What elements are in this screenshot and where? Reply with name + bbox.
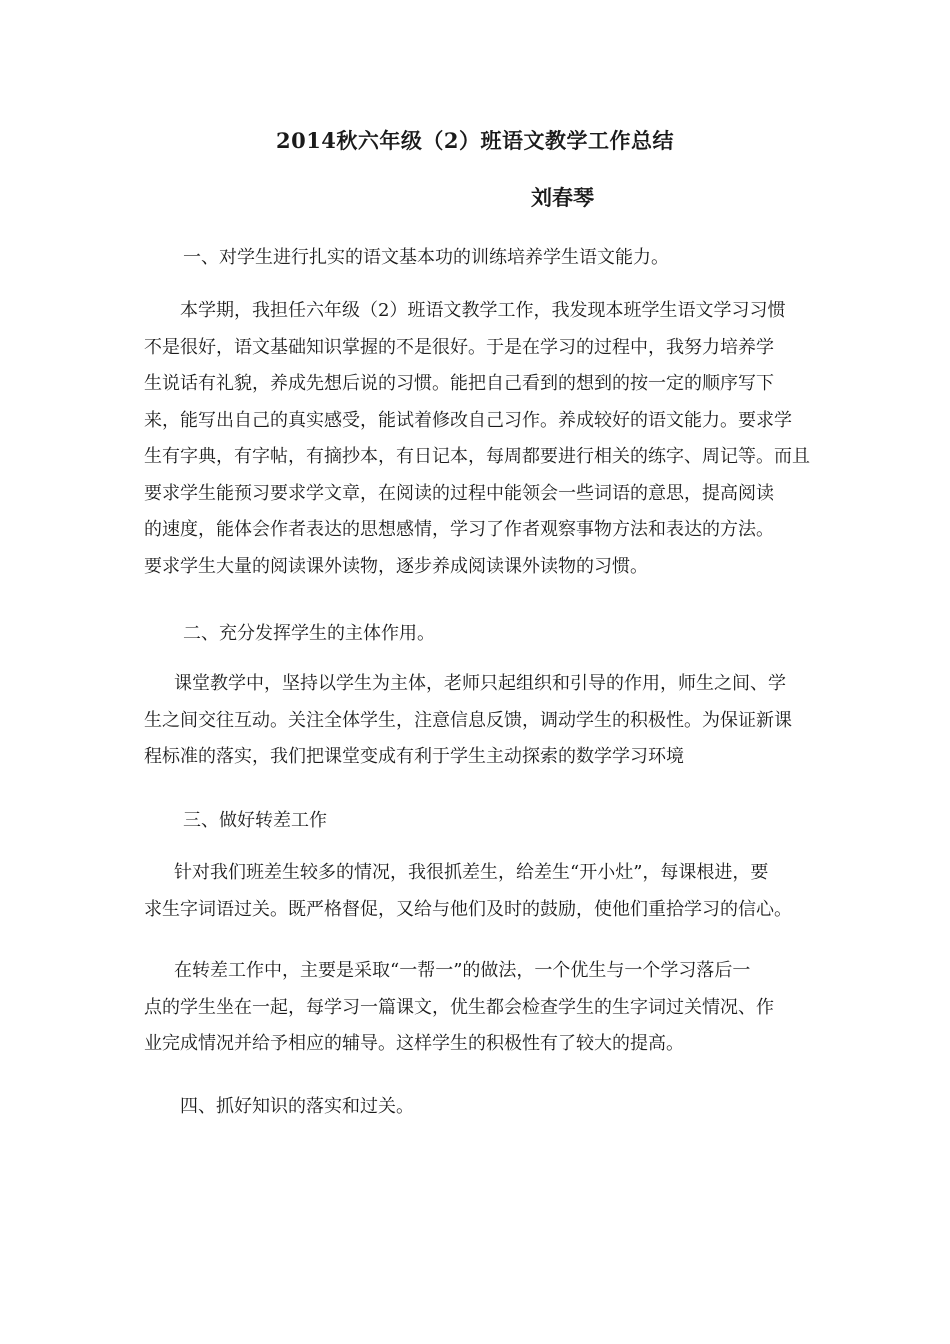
paragraph-line: 不是很好，语文基础知识掌握的不是很好。于是在学习的过程中，我努力培养学 xyxy=(144,336,774,358)
paragraph-line: 求生字词语过关。既严格督促，又给与他们及时的鼓励，使他们重拾学习的信心。 xyxy=(144,898,792,920)
section-3-paragraph-2 xyxy=(144,953,808,1063)
section-heading-3: 三、做好转差工作 xyxy=(183,810,327,831)
paragraph-line: 生说话有礼貌，养成先想后说的习惯。能把自己看到的想到的按一定的顺序写下 xyxy=(144,373,774,394)
author-name: 刘春琴 xyxy=(531,185,594,210)
section-3-paragraph-1 xyxy=(144,855,808,928)
section-heading-4: 四、抓好知识的落实和过关。 xyxy=(180,1096,414,1117)
paragraph-line: 来，能写出自己的真实感受，能试着修改自己习作。养成较好的语文能力。要求学 xyxy=(144,409,792,431)
document-title: 2014秋六年级（2）班语文教学工作总结 xyxy=(275,128,675,153)
paragraph-line: 生之间交往互动。关注全体学生，注意信息反馈，调动学生的积极性。为保证新课 xyxy=(144,709,792,731)
paragraph-line: 程标准的落实，我们把课堂变成有利于学生主动探索的数学学习环境 xyxy=(144,746,684,767)
paragraph-line: 的速度，能体会作者表达的思想感情，学习了作者观察事物方法和表达的方法。 xyxy=(144,519,774,540)
paragraph-line: 要求学生能预习要求学文章，在阅读的过程中能领会一些词语的意思，提高阅读 xyxy=(144,482,774,504)
paragraph-line: 业完成情况并给予相应的辅导。这样学生的积极性有了较大的提高。 xyxy=(144,1033,684,1054)
section-heading-1: 一、对学生进行扎实的语文基本功的训练培养学生语文能力。 xyxy=(183,247,669,268)
paragraph-line: 在转差工作中，主要是采取“一帮一”的做法，一个优生与一个学习落后一 xyxy=(174,960,751,981)
section-2-paragraph-1 xyxy=(144,666,808,776)
paragraph-line: 针对我们班差生较多的情况，我很抓差生，给差生“开小灶”，每课根进，要 xyxy=(174,862,769,883)
section-heading-2: 二、充分发挥学生的主体作用。 xyxy=(183,623,435,644)
paragraph-line: 本学期，我担任六年级（2）班语文教学工作，我发现本班学生语文学习习惯 xyxy=(180,300,786,321)
paragraph-line: 课堂教学中，坚持以学生为主体，老师只起组织和引导的作用，师生之间、学 xyxy=(174,673,786,694)
section-1-paragraph-1 xyxy=(144,293,808,585)
paragraph-line: 要求学生大量的阅读课外读物，逐步养成阅读课外读物的习惯。 xyxy=(144,555,648,577)
paragraph-line: 生有字典，有字帖，有摘抄本，有日记本，每周都要进行相关的练字、周记等。而且 xyxy=(144,446,810,467)
paragraph-line: 点的学生坐在一起，每学习一篇课文，优生都会检查学生的生字词过关情况、作 xyxy=(144,996,774,1018)
